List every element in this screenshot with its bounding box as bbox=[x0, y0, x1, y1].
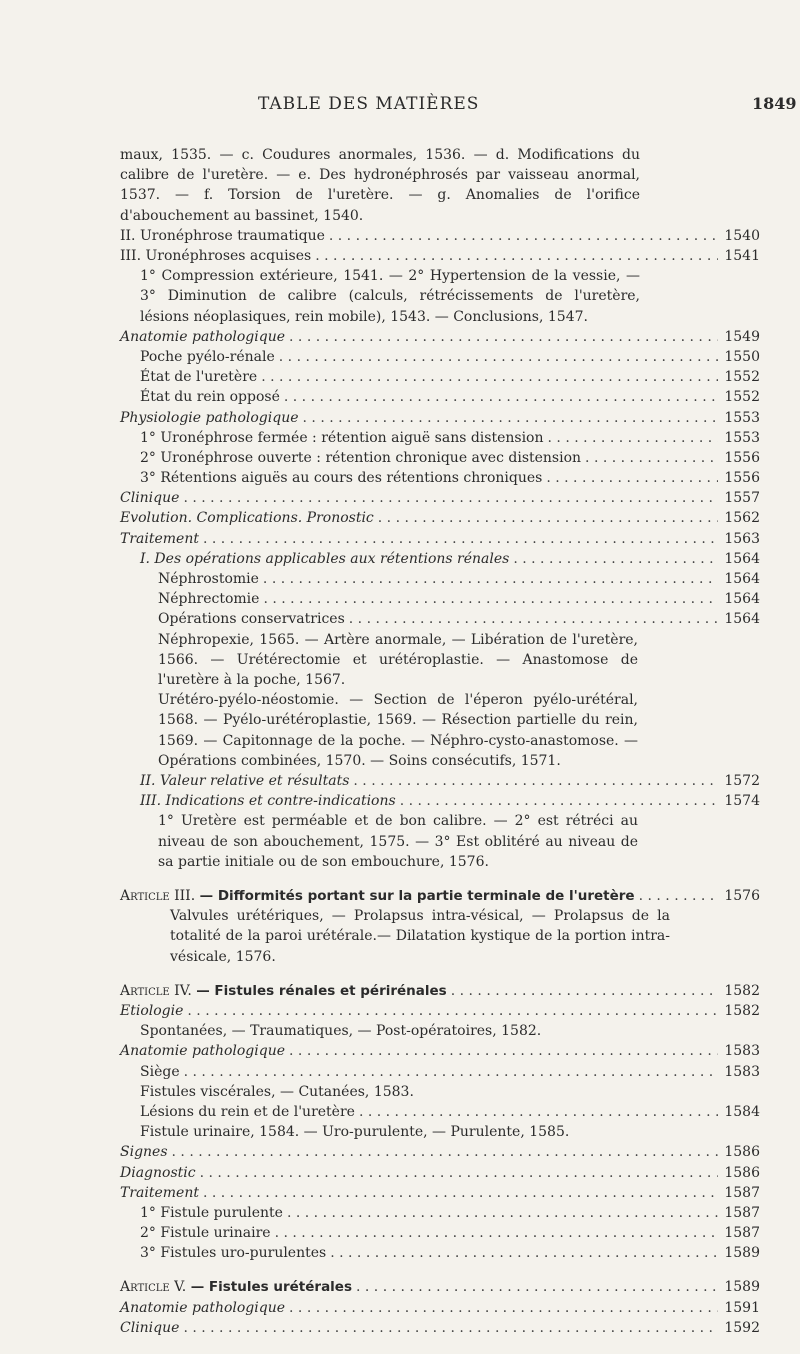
leader-dots bbox=[284, 387, 718, 407]
leader-dots bbox=[451, 981, 719, 1001]
toc-entry bbox=[120, 367, 760, 387]
toc-page-number: 1586 bbox=[724, 1144, 760, 1161]
toc-entry-title: III. Indications et contre-indications bbox=[140, 793, 396, 810]
toc-entry bbox=[120, 428, 760, 448]
toc-entry-title: Lésions du rein et de l'uretère bbox=[140, 1103, 355, 1120]
toc-entry bbox=[120, 1203, 760, 1223]
toc-entry bbox=[120, 791, 760, 811]
leader-dots bbox=[546, 468, 718, 488]
toc-entry bbox=[120, 1223, 760, 1243]
toc-description: Fistule urinaire, 1584. — Uro-purulente, — Purulente, 1585. bbox=[140, 1124, 570, 1141]
toc-page-number: 1550 bbox=[724, 348, 760, 365]
toc-entry-title: Clinique bbox=[120, 1319, 180, 1336]
toc-entry bbox=[120, 408, 760, 428]
leader-dots bbox=[359, 1102, 718, 1122]
toc-entry-title: Opérations conservatrices bbox=[158, 611, 345, 628]
toc-entry bbox=[120, 1298, 760, 1318]
toc-page-number: 1564 bbox=[724, 591, 760, 608]
toc-entry-title: II. Uronéphrose traumatique bbox=[120, 227, 325, 244]
leader-dots bbox=[356, 1277, 718, 1297]
leader-dots bbox=[548, 428, 719, 448]
toc-description: 1° Uretère est perméable et de bon calibre. — 2° est rétréci au niveau de son abouchement, 1575. — 3° Est oblitéré au niveau de sa partie initiale ou de son embouchure, 1576. bbox=[158, 813, 638, 870]
leader-dots bbox=[263, 569, 718, 589]
toc-page-number: 1589 bbox=[724, 1279, 760, 1296]
toc-description: Néphropexie, 1565. — Artère anormale, — Libération de l'uretère, 1566. — Urétérectomie et urétéroplastie. — Anastomose de l'uretère à la poche, 1567. bbox=[158, 631, 638, 689]
toc-entry bbox=[120, 1041, 760, 1061]
toc-entry bbox=[120, 569, 760, 589]
toc-entry-title: État de l'uretère bbox=[140, 369, 258, 386]
article-label: Article III. bbox=[120, 888, 196, 905]
toc-entry-title: Poche pyélo-rénale bbox=[140, 348, 275, 365]
toc-article-entry bbox=[120, 1277, 760, 1297]
toc-entry bbox=[120, 1183, 760, 1203]
toc-page-number: 1587 bbox=[724, 1225, 760, 1242]
toc-description: Valvules urétériques, — Prolapsus intra-vésical, — Prolapsus de la totalité de la paroi urétérale.— Dilatation kystique de la portion intra-vésicale, 1576. bbox=[170, 908, 670, 965]
toc-entry-title: 3° Fistules uro-purulentes bbox=[140, 1245, 327, 1262]
toc-entry-title: 2° Fistule urinaire bbox=[140, 1225, 271, 1242]
toc-page-number: 1586 bbox=[724, 1164, 760, 1181]
toc-entry-title: I. Des opérations applicables aux rétentions rénales bbox=[140, 550, 510, 567]
toc-page-number: 1583 bbox=[724, 1043, 760, 1060]
toc-entry-title: Etiologie bbox=[120, 1003, 184, 1019]
toc-description: Spontanées, — Traumatiques, — Post-opératoires, 1582. bbox=[140, 1023, 542, 1040]
toc-description: maux, 1535. — c. Coudures anormales, 1536. — d. Modifications du calibre de l'uretère. — e. Des hydronéphrosés par vaisseau anormal, 1537. — f. Torsion de l'uretère. — g. Anomalies de l'orifice d'abouchement au bassinet, 1540. bbox=[120, 147, 640, 224]
toc-page-number: 1564 bbox=[724, 571, 760, 588]
toc-entry bbox=[120, 1142, 760, 1162]
toc-page-number: 1587 bbox=[724, 1204, 760, 1221]
toc-entry-title: II. Valeur relative et résultats bbox=[140, 773, 350, 790]
toc-entry-title: Physiologie pathologique bbox=[120, 409, 299, 426]
toc-entry bbox=[120, 609, 760, 629]
toc-page-number: 1552 bbox=[724, 389, 760, 406]
leader-dots bbox=[513, 549, 718, 569]
toc-description: Fistules viscérales, — Cutanées, 1583. bbox=[140, 1083, 414, 1100]
leader-dots bbox=[353, 771, 718, 791]
leader-dots bbox=[289, 1298, 718, 1318]
toc-page-number: 1574 bbox=[724, 793, 760, 810]
leader-dots bbox=[184, 1062, 719, 1082]
leader-dots bbox=[183, 488, 718, 508]
toc-entry-title: État du rein opposé bbox=[140, 389, 280, 406]
toc-page-number: 1562 bbox=[724, 510, 760, 527]
toc-entry-title: Anatomie pathologique bbox=[120, 328, 286, 345]
running-title: TABLE DES MATIÈRES bbox=[258, 94, 480, 114]
leader-dots bbox=[585, 448, 718, 468]
table-of-contents bbox=[120, 145, 760, 1338]
leader-dots bbox=[400, 791, 719, 811]
toc-page-number: 1557 bbox=[724, 490, 760, 507]
toc-page-number: 1584 bbox=[724, 1103, 760, 1120]
toc-page-number: 1541 bbox=[724, 248, 760, 264]
toc-entry bbox=[120, 327, 760, 347]
leader-dots bbox=[315, 246, 718, 266]
toc-article-entry bbox=[120, 886, 760, 906]
toc-page-number: 1591 bbox=[724, 1299, 760, 1316]
toc-page-number: 1553 bbox=[724, 429, 760, 446]
leader-dots bbox=[289, 327, 718, 347]
toc-page-number: 1564 bbox=[724, 611, 760, 628]
section-gap bbox=[120, 1263, 760, 1277]
toc-entry bbox=[120, 1102, 760, 1122]
toc-entry bbox=[120, 246, 760, 266]
toc-page-number: 1589 bbox=[724, 1245, 760, 1262]
toc-page-number: 1583 bbox=[724, 1063, 760, 1080]
toc-page-number: 1592 bbox=[724, 1319, 760, 1336]
toc-page-number: 1582 bbox=[724, 982, 760, 999]
article-title: — Difformités portant sur la partie terminale de l'uretère bbox=[199, 888, 635, 905]
article-label: Article V. bbox=[120, 1279, 187, 1296]
page-number: 1849 bbox=[752, 94, 797, 113]
toc-entry-title: Traitement bbox=[120, 1184, 199, 1201]
toc-entry-title: III. Uronéphroses acquises bbox=[120, 248, 312, 264]
toc-entry-title: 1° Fistule purulente bbox=[140, 1204, 283, 1221]
toc-entry-title: Anatomie pathologique bbox=[120, 1299, 286, 1316]
toc-page-number: 1552 bbox=[724, 369, 760, 386]
toc-entry-title: 3° Rétentions aiguës au cours des rétentions chroniques bbox=[140, 470, 543, 487]
toc-entry bbox=[120, 488, 760, 508]
leader-dots bbox=[200, 1163, 719, 1183]
article-label: Article IV. bbox=[120, 982, 192, 999]
toc-page-number: 1563 bbox=[724, 530, 760, 547]
leader-dots bbox=[263, 589, 718, 609]
toc-page-number: 1540 bbox=[724, 227, 760, 244]
leader-dots bbox=[172, 1142, 719, 1162]
toc-page-number: 1582 bbox=[724, 1003, 760, 1019]
leader-dots bbox=[289, 1041, 718, 1061]
toc-entry-title: Néphrectomie bbox=[158, 591, 260, 608]
article-title: — Fistules rénales et périrénales bbox=[196, 982, 447, 999]
section-gap bbox=[120, 967, 760, 981]
leader-dots bbox=[279, 347, 719, 367]
toc-entry-title: Signes bbox=[120, 1144, 168, 1161]
toc-entry bbox=[120, 387, 760, 407]
toc-entry-title: Traitement bbox=[120, 530, 199, 547]
leader-dots bbox=[203, 529, 718, 549]
section-gap bbox=[120, 872, 760, 886]
toc-description: Urétéro-pyélo-néostomie. — Section de l'éperon pyélo-urétéral, 1568. — Pyélo-urétéroplastie, 1569. — Résection partielle du rein, 1569. — Capitonnage de la poche. — Néphro-cysto-anastomose. — Opérations combinées, 1570. — Soins consécutifs, 1571. bbox=[158, 692, 638, 769]
toc-entry bbox=[120, 771, 760, 791]
leader-dots bbox=[349, 609, 719, 629]
toc-page-number: 1556 bbox=[724, 449, 760, 466]
leader-dots bbox=[203, 1183, 718, 1203]
toc-entry bbox=[120, 508, 760, 528]
toc-page-number: 1572 bbox=[724, 773, 760, 790]
toc-entry-title: Evolution. Complications. Pronostic bbox=[120, 510, 374, 527]
toc-entry bbox=[120, 448, 760, 468]
toc-entry bbox=[120, 1001, 760, 1021]
toc-entry bbox=[120, 1243, 760, 1263]
leader-dots bbox=[183, 1318, 718, 1338]
leader-dots bbox=[275, 1223, 719, 1243]
toc-entry-title bbox=[120, 981, 447, 1001]
toc-entry bbox=[120, 468, 760, 488]
toc-entry bbox=[120, 529, 760, 549]
toc-entry-title: Clinique bbox=[120, 490, 180, 507]
article-title: — Fistules urétérales bbox=[190, 1279, 352, 1296]
toc-entry-title: Néphrostomie bbox=[158, 571, 259, 588]
toc-page-number: 1556 bbox=[724, 470, 760, 487]
toc-entry bbox=[120, 1163, 760, 1183]
toc-entry-title bbox=[120, 1277, 352, 1297]
toc-page-number: 1576 bbox=[724, 888, 760, 905]
toc-entry-title: 2° Uronéphrose ouverte : rétention chronique avec distension bbox=[140, 449, 582, 466]
leader-dots bbox=[639, 886, 719, 906]
toc-article-entry bbox=[120, 981, 760, 1001]
toc-entry-title: Siège bbox=[140, 1063, 180, 1080]
toc-entry bbox=[120, 549, 760, 569]
toc-entry bbox=[120, 1062, 760, 1082]
toc-entry bbox=[120, 1318, 760, 1338]
toc-entry bbox=[120, 347, 760, 367]
toc-entry-title: 1° Uronéphrose fermée : rétention aiguë sans distension bbox=[140, 429, 544, 446]
toc-page-number: 1587 bbox=[724, 1184, 760, 1201]
leader-dots bbox=[378, 508, 719, 528]
leader-dots bbox=[261, 367, 718, 387]
toc-entry bbox=[120, 226, 760, 246]
leader-dots bbox=[187, 1001, 718, 1021]
page-header bbox=[0, 94, 800, 118]
toc-page-number: 1564 bbox=[724, 550, 760, 567]
toc-entry-title: Diagnostic bbox=[120, 1164, 196, 1181]
toc-page-number: 1553 bbox=[724, 409, 760, 426]
toc-entry-title bbox=[120, 886, 635, 906]
leader-dots bbox=[330, 1243, 718, 1263]
leader-dots bbox=[329, 226, 718, 246]
toc-entry-title: Anatomie pathologique bbox=[120, 1043, 286, 1060]
leader-dots bbox=[287, 1203, 718, 1223]
toc-page-number: 1549 bbox=[724, 328, 760, 345]
leader-dots bbox=[303, 408, 719, 428]
toc-description: 1° Compression extérieure, 1541. — 2° Hypertension de la vessie, — 3° Diminution de calibre (calculs, rétrécissements de l'uretère, lésions néoplasiques, rein mobile), 1543. — Conclusions, 1547. bbox=[140, 268, 640, 325]
toc-entry bbox=[120, 589, 760, 609]
